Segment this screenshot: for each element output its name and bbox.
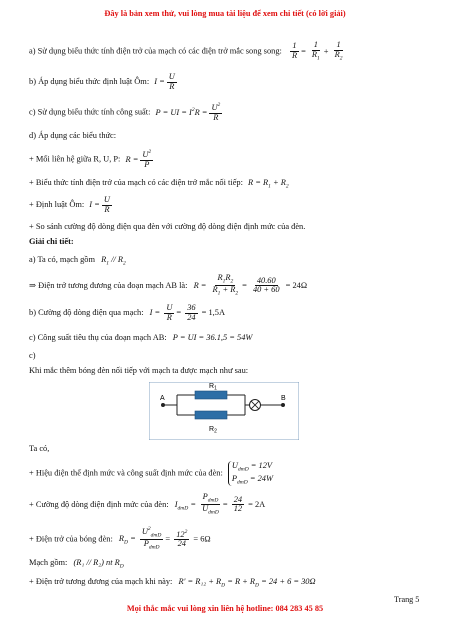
resistor-r2	[195, 411, 227, 419]
line-sol-c: c)	[29, 351, 36, 360]
label-a: A	[160, 395, 165, 402]
line-sol-circuit-intro: Khi mắc thêm bóng đèn nối tiếp với mạch ta được mạch như sau:	[29, 366, 249, 375]
line-d-ohm: + Định luật Ôm: I = $\frac{U}{R}$	[29, 195, 110, 214]
line-c-power: c) Sử dụng biểu thức tính công suất: P = UI = $I^2R$ = $\frac{U^2}{R}$	[29, 102, 221, 122]
line-sol-power: c) Công suất tiêu thụ của đoạn mạch AB: P = UI = 36.1,5 = 54W	[29, 333, 253, 342]
line-sol-rtd: + Điện trở tương đương của mạch khi này: $R' = R_{12} + R_D = R + R_D = 24 + 6 = 30\Omega$	[29, 577, 316, 589]
solution-heading: Giải chi tiết:	[29, 237, 74, 246]
preview-banner: Đây là bản xem thử, vui lòng mua tài liệu để xem chi tiết (có lời giải)	[104, 9, 346, 18]
lamp-icon	[250, 400, 261, 411]
circuit-diagram	[149, 382, 299, 440]
line-sol-idm: + Cường độ dòng điện định mức của đèn: $I_{dmD}$ = $\frac{P_{dmD}}{U_{dmD}}$ = $\frac{24}{12}$ = 2A	[29, 492, 266, 517]
line-sol-rated: + Hiệu điện thế định mức và công suất định mức của đèn: $U_{dmD} = 12V$ $P_{dmD} = 24W$	[29, 461, 273, 486]
line-a-parallel: a) Sử dụng biểu thức tính điện trở của mạch có các điện trở mắc song song: $\frac{1}{R}$ = $\frac{1}{R_1}$ + $\frac{1}{R_2}$	[29, 40, 343, 62]
node-b	[281, 403, 285, 407]
resistor-r1	[195, 391, 227, 399]
line-sol-req: ⇒ Điện trở tương đương của đoạn mạch AB là: R = $\frac{R_1R_2}{R_1 + R_2}$ = $\frac{40.60}{40 + 60}$ = 24Ω	[29, 273, 308, 298]
line-sol-mach: Mạch gồm: (R₁ // R₂) nt $R_D$	[29, 558, 124, 570]
line-d-intro: d) Áp dụng các biểu thức:	[29, 131, 117, 140]
page-number: Trang 5	[394, 595, 420, 604]
label-r1: $R_1$	[209, 383, 217, 392]
line-sol-rd: + Điện trở của bóng đèn: $R_D$ = $\frac{U^2_{dmD}}{P_{dmD}}$ = $\frac{12^2}{24}$ = 6Ω	[29, 526, 211, 551]
line-d-rup: + Mối liên hệ giữa R, U, P: R = $\frac{U^2}{P}$	[29, 149, 152, 169]
line-d-compare: + So sánh cường độ dòng điện qua đèn với cường độ dòng điện định mức của đèn.	[29, 222, 306, 231]
line-sol-taco: Ta có,	[29, 444, 50, 453]
line-sol-a: a) Ta có, mạch gồm $R_1 // R_2$	[29, 255, 126, 267]
line-sol-current: b) Cường độ dòng điện qua mạch: I = $\frac{U}{R}$ = $\frac{36}{24}$ = 1,5A	[29, 303, 226, 322]
line-d-series: + Biểu thức tính điện trở của mạch có các điện trở mắc nối tiếp: $R = R_1 + R_2$	[29, 178, 289, 190]
line-b-ohm: b) Áp dụng biểu thức định luật Ôm: I = $\frac{U}{R}$	[29, 72, 175, 91]
hotline-footer: Mọi thắc mắc vui lòng xin liên hệ hotline: 084 283 45 85	[126, 604, 324, 613]
label-b: B	[281, 395, 286, 402]
label-r2: $R_2$	[209, 426, 217, 435]
node-a	[161, 403, 165, 407]
